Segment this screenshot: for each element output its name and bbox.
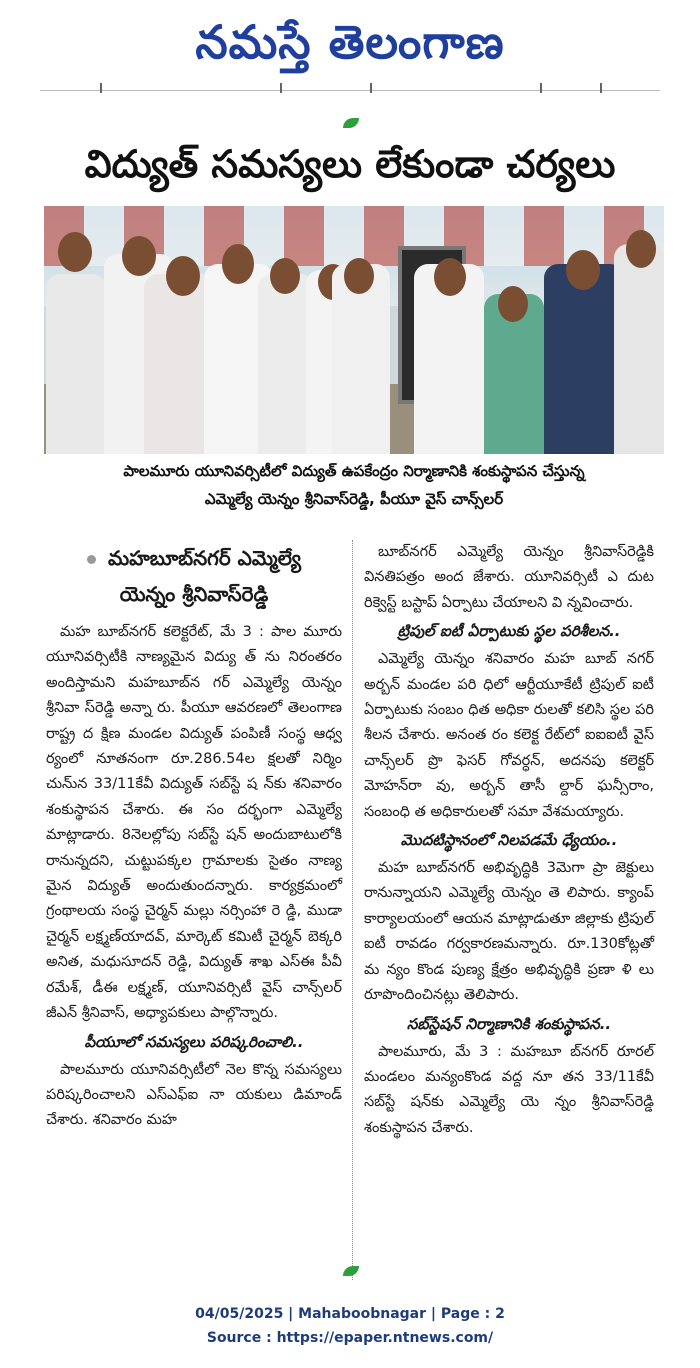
leaf-ornament-bottom <box>343 1266 359 1276</box>
footer-date-edition: 04/05/2025 | Mahaboobnagar | Page : 2 <box>195 1306 505 1322</box>
section-head-iiit: ట్రిపుల్ ఐటీ ఏర్పాటుకు స్థల పరిశీలన.. <box>397 622 621 641</box>
right-column <box>364 540 654 1141</box>
left-para-1: మహ బూబ్‌నగర్ కలెక్టరేట్, మే 3 : పాల మూరు యూనివర్సిటీకి నాణ్యమైన విద్యు త్ ను నిరంతరం అందిస్తామని మహబూబ్‌న గర్ ఎమ్మెల్యే యెన్నం శ్రీనివా స్‌రెడ్డి అన్నా రు. పీయూ ఆవరణలో తెలంగాణ రాష్ట్ర ద క్షిణ మండల విద్యుత్ పంపిణీ సంస్థ ఆధ్వ ర్యంలో నూతనంగా రూ.286.54ల క్షలతో నిర్మిం చును్న 33/11కేవీ విద్యుత్ సబ్‌స్టే ష న్‌కు శనివారం శంకుస్థాపన చేశారు. ఈ సం దర్భంగా ఎమ్మెల్యే మాట్లాడారు. 8నెలల్లోపు సబ్‌స్టే షన్ అందుబాటులోకి రానున్నదని, చుట్టుపక్కల గ్రామాలకు సైతం నాణ్య మైన విద్యుత్ అందుతుందన్నారు. కార్యక్రమంలో గ్రంథాలయ సంస్థ చైర్మన్ మల్లు నర్సింహా రె డ్డి, ముడా చైర్మన్ లక్ష్మణ్‌యాదవ్, మార్కెట్ కమిటీ చైర్మన్ బెక్కరి అనిత, మధుసూదన్ రెడ్డి, విద్యుత్ శాఖ ఎస్‌ఈ పీవీ రమేశ్, డీఈ లక్ష్మణ్, యూనివర్సిటీ వైస్ చాన్స్‌లర్ జీఎన్ శ్రీనివాస్, అధ్యాపకులు పాల్గొన్నారు. <box>46 624 342 1022</box>
section-head-pu: పీయూలో సమస్యలు పరిష్కరించాలి.. <box>84 1032 304 1051</box>
left-para-2: పాలమూరు యూనివర్సిటీలో నెల కొన్న సమస్యలు పరిష్కరించాలని ఎస్‌ఎఫ్‌ఐ నా యకులు డిమాండ్ చేశారు. శనివారం మహ <box>46 1061 342 1129</box>
left-column <box>46 540 342 1134</box>
column-divider <box>352 540 353 1280</box>
news-photo <box>44 206 664 454</box>
masthead-title: నమస్తే తెలంగాణ <box>195 15 505 69</box>
sub-head-line2: యెన్నం శ్రీనివాస్‌రెడ్డి <box>119 582 269 606</box>
section-head-substation: సబ్‌స్టేషన్ నిర్మాణానికి శంకుస్థాపన.. <box>406 1014 612 1033</box>
right-para-3: మహ బూబ్‌నగర్ అభివృద్ధికి 3మెగా ప్రా జెక్టులు రానున్నాయని ఎమ్మెల్యే యెన్నం తె లిపారు. క్యాంప్ కార్యాలయంలో ఆయన మాట్లాడుతూ జిల్లాకు ట్రిపుల్ ఐటీ రావడం గర్వకారణమన్నారు. రూ.130కోట్లతో మ న్యం కొండ పుణ్య క్షేత్రం అభివృద్ధికి ప్రణా ళి లు రూపొందించినట్లు తెలిపారు. <box>364 860 654 1004</box>
right-para-2: ఎమ్మెల్యే యెన్నం శనివారం మహ బూబ్ నగర్ అర్బన్ మండల పరి ధిలో ఆర్టీయూకేటీ ట్రిపుల్ ఐటీ ఏర్పాటుకు సంబం ధిత అధికా రులతో కలిసి స్థల పరి శీలన చేశారు. అనంత రం కలెక్ట రేట్‌లో ఐఐఐటీ వైస్ చాన్స్‌లర్ ప్రొ ఫెసర్ గోవర్ధన్, అదనపు కలెక్టర్ మోహన్‌రా వు, అర్బన్ తాసీ ల్దార్ ఘన్సీరాం, సంబంధి త అధికారులతో సమా వేశమయ్యారు. <box>364 651 654 820</box>
photo-caption-line1: పాలమూరు యూనివర్సిటీలో విద్యుత్ ఉపకేంద్రం నిర్మాణానికి శంకుస్థాపన చేస్తున్న <box>123 462 585 480</box>
headline <box>20 130 680 198</box>
photo-caption-line2: ఎమ్మెల్యే యెన్నం శ్రీనివాస్‌రెడ్డి, పీయూ వైస్ చాన్స్‌లర్ <box>204 490 504 508</box>
masthead-rule <box>40 90 660 103</box>
right-para-1: బూబ్‌నగర్ ఎమ్మెల్యే యెన్నం శ్రీనివాస్‌రెడ్డికి వినతిపత్రం అంద జేశారు. యూనివర్సిటీ ఎ దుట రిక్వెస్ట్ బస్టాప్ ఏర్పాటు చేయాలని వి న్నవించారు. <box>364 544 654 611</box>
right-para-4: పాలమూరు, మే 3 : మహబూ బ్‌నగర్ రూరల్ మండలం మన్యంకొండ వద్ద నూ తన 33/11కేవీ సబ్‌స్టే షన్‌కు ఎమ్మెల్యే యె న్నం శ్రీనివాస్‌రెడ్డి శంకుస్థాపన చేశారు. <box>364 1043 654 1136</box>
footer-source: Source : https://epaper.ntnews.com/ <box>206 1330 494 1346</box>
section-head-first-place: మొదటిస్థానంలో నిలపడమే ధ్యేయం.. <box>400 831 618 850</box>
leaf-ornament-top <box>343 118 359 128</box>
masthead <box>0 6 700 78</box>
bullet-icon <box>87 555 96 564</box>
sub-head: మహబూబ్‌నగర్ ఎమ్మెల్యే <box>46 540 342 576</box>
headline-text: విద్యుత్ సమస్యలు లేకుండా చర్యలు <box>84 142 616 186</box>
